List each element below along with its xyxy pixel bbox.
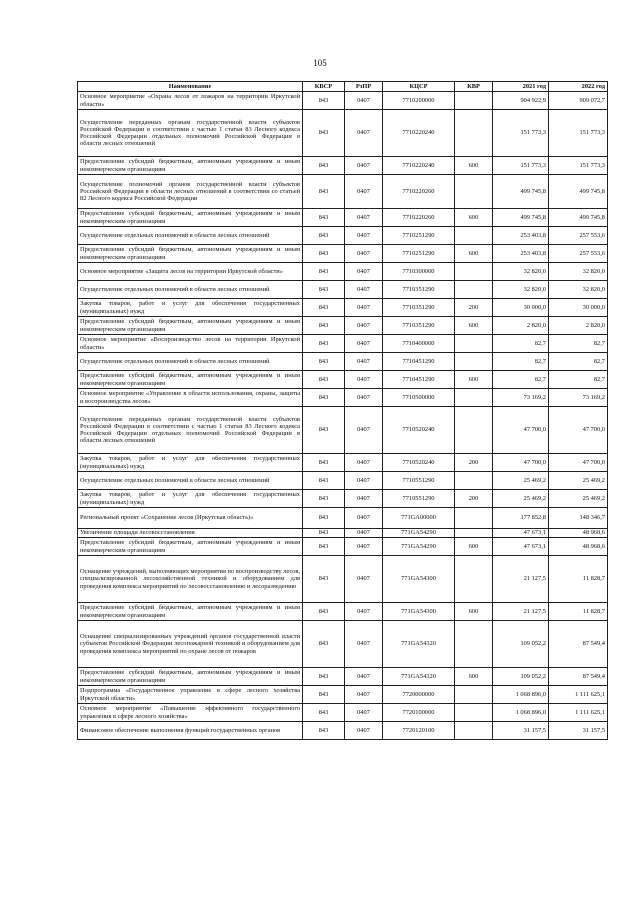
table-row (78, 335, 608, 353)
table-row (78, 668, 608, 686)
row-2022: 87 549,4 (549, 668, 608, 686)
row-kcsr: 771GA54290 (383, 538, 455, 556)
row-kvsr: 843 (303, 110, 345, 157)
row-kvr (455, 704, 493, 722)
row-name: Подпрограмма «Государственное управление в сфере лесного хозяйства Иркутской области» (78, 686, 303, 704)
row-name: Предоставление субсидий бюджетным, автономным учреждениям и иным некоммерческим организациям (78, 668, 303, 686)
row-2021: 499 745,8 (493, 209, 549, 227)
row-2021: 82,7 (493, 353, 549, 371)
table-row (78, 454, 608, 472)
row-name: Осуществление переданных органам государственной власти субъектов Российской Федерации в соответствии с частью 1 статьи 83 Лесного кодекса Российской Федерации отдельных полномочий Российской Федерации в области лесных отношений (78, 407, 303, 454)
table-row (78, 472, 608, 490)
row-2021: 1 068 896,0 (493, 686, 549, 704)
row-kvr (455, 508, 493, 529)
row-kvr (455, 263, 493, 281)
row-2022: 25 469,2 (549, 490, 608, 508)
row-rzpr: 0407 (345, 407, 383, 454)
row-name: Основное мероприятие «Защита лесов на территории Иркутской области» (78, 263, 303, 281)
row-kvsr: 843 (303, 472, 345, 490)
row-kvr (455, 686, 493, 704)
row-name: Осуществление отдельных полномочий в области лесных отношений (78, 353, 303, 371)
row-2022: 2 820,0 (549, 317, 608, 335)
row-2022: 73 169,2 (549, 389, 608, 407)
row-name: Оснащение специализированных учреждений органов государственной власти субъектов Российской Федерации лесопожарной техникой и оборудованием для проведения комплекса мероприятий по охране лесов от пожаров (78, 621, 303, 668)
row-name: Предоставление субсидий бюджетным, автономным учреждениям и иным некоммерческим организациям (78, 538, 303, 556)
row-kvr (455, 110, 493, 157)
row-kvr (455, 281, 493, 299)
row-2021: 151 773,3 (493, 157, 549, 175)
row-rzpr: 0407 (345, 704, 383, 722)
row-kvr (455, 722, 493, 740)
row-kvsr: 843 (303, 299, 345, 317)
table-row (78, 371, 608, 389)
row-kvr (455, 335, 493, 353)
row-kcsr: 7710220240 (383, 157, 455, 175)
table-row (78, 538, 608, 556)
row-2021: 32 820,0 (493, 263, 549, 281)
row-rzpr: 0407 (345, 92, 383, 110)
row-2022: 32 820,0 (549, 281, 608, 299)
row-2021: 25 469,2 (493, 490, 549, 508)
table-row (78, 556, 608, 603)
row-name: Осуществление полномочий органов государственной власти субъектов Российской Федерации в области лесных отношений в соответствии со статьей 82 Лесного кодекса Российской Федерации (78, 175, 303, 209)
row-kvr (455, 407, 493, 454)
row-name: Основное мероприятие «Воспроизводство лесов на территории Иркутской области» (78, 335, 303, 353)
row-kvr (455, 353, 493, 371)
row-name: Закупка товаров, работ и услуг для обеспечения государственных (муниципальных) нужд (78, 454, 303, 472)
row-rzpr: 0407 (345, 175, 383, 209)
row-2021: 47 673,1 (493, 529, 549, 538)
row-2021: 21 127,5 (493, 603, 549, 621)
table-row (78, 353, 608, 371)
row-2021: 1 068 896,0 (493, 704, 549, 722)
row-kvsr: 843 (303, 704, 345, 722)
row-kvsr: 843 (303, 92, 345, 110)
row-kvsr: 843 (303, 722, 345, 740)
table-row (78, 686, 608, 704)
row-kcsr: 7710351290 (383, 281, 455, 299)
row-kcsr: 771GA00000 (383, 508, 455, 529)
row-kcsr: 7710451290 (383, 371, 455, 389)
row-rzpr: 0407 (345, 209, 383, 227)
row-kvsr: 843 (303, 157, 345, 175)
row-kvsr: 843 (303, 353, 345, 371)
row-kvsr: 843 (303, 621, 345, 668)
row-name: Предоставление субсидий бюджетным, автономным учреждениям и иным некоммерческим организациям (78, 317, 303, 335)
row-2021: 109 052,2 (493, 621, 549, 668)
row-2022: 151 773,3 (549, 157, 608, 175)
row-rzpr: 0407 (345, 621, 383, 668)
row-2022: 48 968,6 (549, 538, 608, 556)
row-2022: 1 111 625,1 (549, 704, 608, 722)
table-row (78, 621, 608, 668)
row-kcsr: 7710200000 (383, 92, 455, 110)
row-kcsr: 7710220260 (383, 209, 455, 227)
row-2021: 177 852,8 (493, 508, 549, 529)
row-kvsr: 843 (303, 317, 345, 335)
row-name: Предоставление субсидий бюджетным, автономным учреждениям и иным некоммерческим организациям (78, 371, 303, 389)
row-2022: 82,7 (549, 371, 608, 389)
row-kvr (455, 621, 493, 668)
row-2022: 257 553,6 (549, 245, 608, 263)
row-rzpr: 0407 (345, 335, 383, 353)
table-row (78, 281, 608, 299)
row-name: Предоставление субсидий бюджетным, автономным учреждениям и иным некоммерческим организациям (78, 603, 303, 621)
row-2021: 253 403,8 (493, 245, 549, 263)
row-kvr (455, 227, 493, 245)
row-rzpr: 0407 (345, 529, 383, 538)
row-kcsr: 7710251290 (383, 245, 455, 263)
row-2022: 499 745,8 (549, 175, 608, 209)
row-2022: 909 072,7 (549, 92, 608, 110)
row-kvsr: 843 (303, 389, 345, 407)
row-rzpr: 0407 (345, 263, 383, 281)
table-row (78, 529, 608, 538)
row-rzpr: 0407 (345, 227, 383, 245)
table-row (78, 603, 608, 621)
page-number: 105 (313, 58, 327, 68)
row-name: Оснащение учреждений, выполняющих мероприятия по воспроизводству лесов, специализированной лесохозяйственной техникой и оборудованием для проведения комплекса мероприятий по лесовосстановлению и лесоразведению (78, 556, 303, 603)
row-rzpr: 0407 (345, 281, 383, 299)
row-2022: 499 745,8 (549, 209, 608, 227)
row-2021: 82,7 (493, 371, 549, 389)
row-rzpr: 0407 (345, 371, 383, 389)
row-name: Увеличение площади лесовосстановления (78, 529, 303, 538)
row-2021: 73 169,2 (493, 389, 549, 407)
row-name: Основное мероприятие «Повышение эффективного государственного управления в сфере лесного хозяйства» (78, 704, 303, 722)
table-row (78, 389, 608, 407)
row-kvsr: 843 (303, 529, 345, 538)
row-name: Закупка товаров, работ и услуг для обеспечения государственных (муниципальных) нужд (78, 299, 303, 317)
row-kvsr: 843 (303, 227, 345, 245)
row-name: Осуществление отдельных полномочий в области лесных отношений (78, 227, 303, 245)
row-kcsr: 7710551290 (383, 472, 455, 490)
row-2021: 30 000,0 (493, 299, 549, 317)
row-kcsr: 771GA54300 (383, 603, 455, 621)
table-row (78, 508, 608, 529)
row-kvsr: 843 (303, 371, 345, 389)
row-2022: 11 828,7 (549, 603, 608, 621)
header-kvsr: КВСР (303, 82, 345, 92)
row-name: Региональный проект «Сохранение лесов (Иркутская область)» (78, 508, 303, 529)
row-rzpr: 0407 (345, 245, 383, 263)
row-kvsr: 843 (303, 508, 345, 529)
table-header-row (78, 82, 608, 92)
row-kvr (455, 175, 493, 209)
row-2022: 32 820,0 (549, 263, 608, 281)
row-kvr: 200 (455, 299, 493, 317)
row-name: Осуществление отдельных полномочий в области лесных отношений (78, 281, 303, 299)
row-2022: 25 469,2 (549, 472, 608, 490)
row-kcsr: 771GA54320 (383, 621, 455, 668)
row-name: Основное мероприятие «Управление в области использования, охраны, защиты и воспроизводства лесов» (78, 389, 303, 407)
row-2021: 47 700,0 (493, 407, 549, 454)
row-name: Финансовое обеспечение выполнения функций государственных органов (78, 722, 303, 740)
row-name: Осуществление переданных органам государственной власти субъектов Российской Федерации в соответствии с частью 1 статьи 83 Лесного кодекса Российской Федерации отдельных полномочий Российской Федерации в области лесных отношений (78, 110, 303, 157)
row-kvr: 600 (455, 157, 493, 175)
row-kcsr: 7710551290 (383, 490, 455, 508)
row-kvsr: 843 (303, 454, 345, 472)
row-2022: 48 968,6 (549, 529, 608, 538)
row-rzpr: 0407 (345, 157, 383, 175)
row-2021: 499 745,8 (493, 175, 549, 209)
row-rzpr: 0407 (345, 722, 383, 740)
header-2021: 2021 год (493, 82, 549, 92)
table-row (78, 110, 608, 157)
row-kvsr: 843 (303, 281, 345, 299)
row-2022: 30 000,0 (549, 299, 608, 317)
row-rzpr: 0407 (345, 556, 383, 603)
row-kvsr: 843 (303, 335, 345, 353)
row-kcsr: 7710300000 (383, 263, 455, 281)
row-kcsr: 7710520240 (383, 407, 455, 454)
row-kcsr: 7710500000 (383, 389, 455, 407)
row-2021: 47 673,1 (493, 538, 549, 556)
row-2021: 31 157,5 (493, 722, 549, 740)
row-kvr (455, 472, 493, 490)
row-kvsr: 843 (303, 209, 345, 227)
row-kcsr: 7710520240 (383, 454, 455, 472)
row-kcsr: 7720000000 (383, 686, 455, 704)
row-rzpr: 0407 (345, 454, 383, 472)
table-row (78, 722, 608, 740)
row-2022: 257 553,6 (549, 227, 608, 245)
row-kvsr: 843 (303, 556, 345, 603)
row-name: Закупка товаров, работ и услуг для обеспечения государственных (муниципальных) нужд (78, 490, 303, 508)
row-rzpr: 0407 (345, 299, 383, 317)
row-2021: 25 469,2 (493, 472, 549, 490)
table-row (78, 209, 608, 227)
budget-table (77, 81, 608, 740)
row-2022: 47 700,0 (549, 454, 608, 472)
row-kvr: 200 (455, 454, 493, 472)
row-kcsr: 7710351290 (383, 299, 455, 317)
row-2022: 47 700,0 (549, 407, 608, 454)
row-kvsr: 843 (303, 175, 345, 209)
row-kvsr: 843 (303, 538, 345, 556)
table-row (78, 407, 608, 454)
row-2022: 87 549,4 (549, 621, 608, 668)
row-kcsr: 771GA54300 (383, 556, 455, 603)
row-2021: 151 773,3 (493, 110, 549, 157)
row-kcsr: 771GA54320 (383, 668, 455, 686)
row-2021: 904 922,9 (493, 92, 549, 110)
row-rzpr: 0407 (345, 317, 383, 335)
row-2022: 82,7 (549, 353, 608, 371)
header-2022: 2022 год (549, 82, 608, 92)
row-name: Основное мероприятие «Охрана лесов от пожаров на территории Иркутской области» (78, 92, 303, 110)
row-rzpr: 0407 (345, 472, 383, 490)
row-2021: 32 820,0 (493, 281, 549, 299)
row-rzpr: 0407 (345, 603, 383, 621)
row-2022: 82,7 (549, 335, 608, 353)
row-kvr: 600 (455, 668, 493, 686)
table-row (78, 263, 608, 281)
table-row (78, 490, 608, 508)
row-kvr (455, 389, 493, 407)
row-rzpr: 0407 (345, 389, 383, 407)
row-2022: 31 157,5 (549, 722, 608, 740)
header-kcsr: КЦСР (383, 82, 455, 92)
table-row (78, 317, 608, 335)
row-rzpr: 0407 (345, 686, 383, 704)
table-row (78, 299, 608, 317)
table-row (78, 157, 608, 175)
row-2021: 253 403,8 (493, 227, 549, 245)
row-kvsr: 843 (303, 603, 345, 621)
row-2022: 1 111 625,1 (549, 686, 608, 704)
row-kcsr: 7720120100 (383, 722, 455, 740)
row-rzpr: 0407 (345, 668, 383, 686)
row-kvr (455, 556, 493, 603)
row-kvsr: 843 (303, 245, 345, 263)
row-2021: 47 700,0 (493, 454, 549, 472)
row-2022: 151 773,3 (549, 110, 608, 157)
header-rzpr: РзПР (345, 82, 383, 92)
row-kcsr: 7710220260 (383, 175, 455, 209)
row-kvsr: 843 (303, 407, 345, 454)
row-kcsr: 7720100000 (383, 704, 455, 722)
table-row (78, 227, 608, 245)
row-rzpr: 0407 (345, 353, 383, 371)
row-kvr: 200 (455, 490, 493, 508)
row-name: Предоставление субсидий бюджетным, автономным учреждениям и иным некоммерческим организациям (78, 209, 303, 227)
row-2021: 109 052,2 (493, 668, 549, 686)
row-name: Предоставление субсидий бюджетным, автономным учреждениям и иным некоммерческим организациям (78, 157, 303, 175)
table-row (78, 704, 608, 722)
table-row (78, 175, 608, 209)
row-kcsr: 7710451290 (383, 353, 455, 371)
row-name: Предоставление субсидий бюджетным, автономным учреждениям и иным некоммерческим организациям (78, 245, 303, 263)
header-kvr: КВР (455, 82, 493, 92)
row-rzpr: 0407 (345, 110, 383, 157)
row-rzpr: 0407 (345, 490, 383, 508)
row-kcsr: 771GA54290 (383, 529, 455, 538)
row-kvr: 600 (455, 603, 493, 621)
row-kvr: 600 (455, 538, 493, 556)
row-kvr: 600 (455, 245, 493, 263)
row-kvr (455, 92, 493, 110)
row-kvr: 600 (455, 371, 493, 389)
row-kcsr: 7710251290 (383, 227, 455, 245)
row-kvr: 600 (455, 317, 493, 335)
header-name: Наименование (78, 82, 303, 92)
row-rzpr: 0407 (345, 538, 383, 556)
row-kvr: 600 (455, 209, 493, 227)
row-name: Осуществление отдельных полномочий в области лесных отношений (78, 472, 303, 490)
table-row (78, 245, 608, 263)
row-kvsr: 843 (303, 686, 345, 704)
row-kcsr: 7710400000 (383, 335, 455, 353)
row-2021: 82,7 (493, 335, 549, 353)
row-kvr (455, 529, 493, 538)
row-kvsr: 843 (303, 668, 345, 686)
row-2022: 148 346,7 (549, 508, 608, 529)
row-kvsr: 843 (303, 263, 345, 281)
row-2021: 21 127,5 (493, 556, 549, 603)
row-kcsr: 7710220240 (383, 110, 455, 157)
table-row (78, 92, 608, 110)
row-kcsr: 7710351290 (383, 317, 455, 335)
row-kvsr: 843 (303, 490, 345, 508)
row-rzpr: 0407 (345, 508, 383, 529)
row-2022: 11 828,7 (549, 556, 608, 603)
row-2021: 2 820,0 (493, 317, 549, 335)
